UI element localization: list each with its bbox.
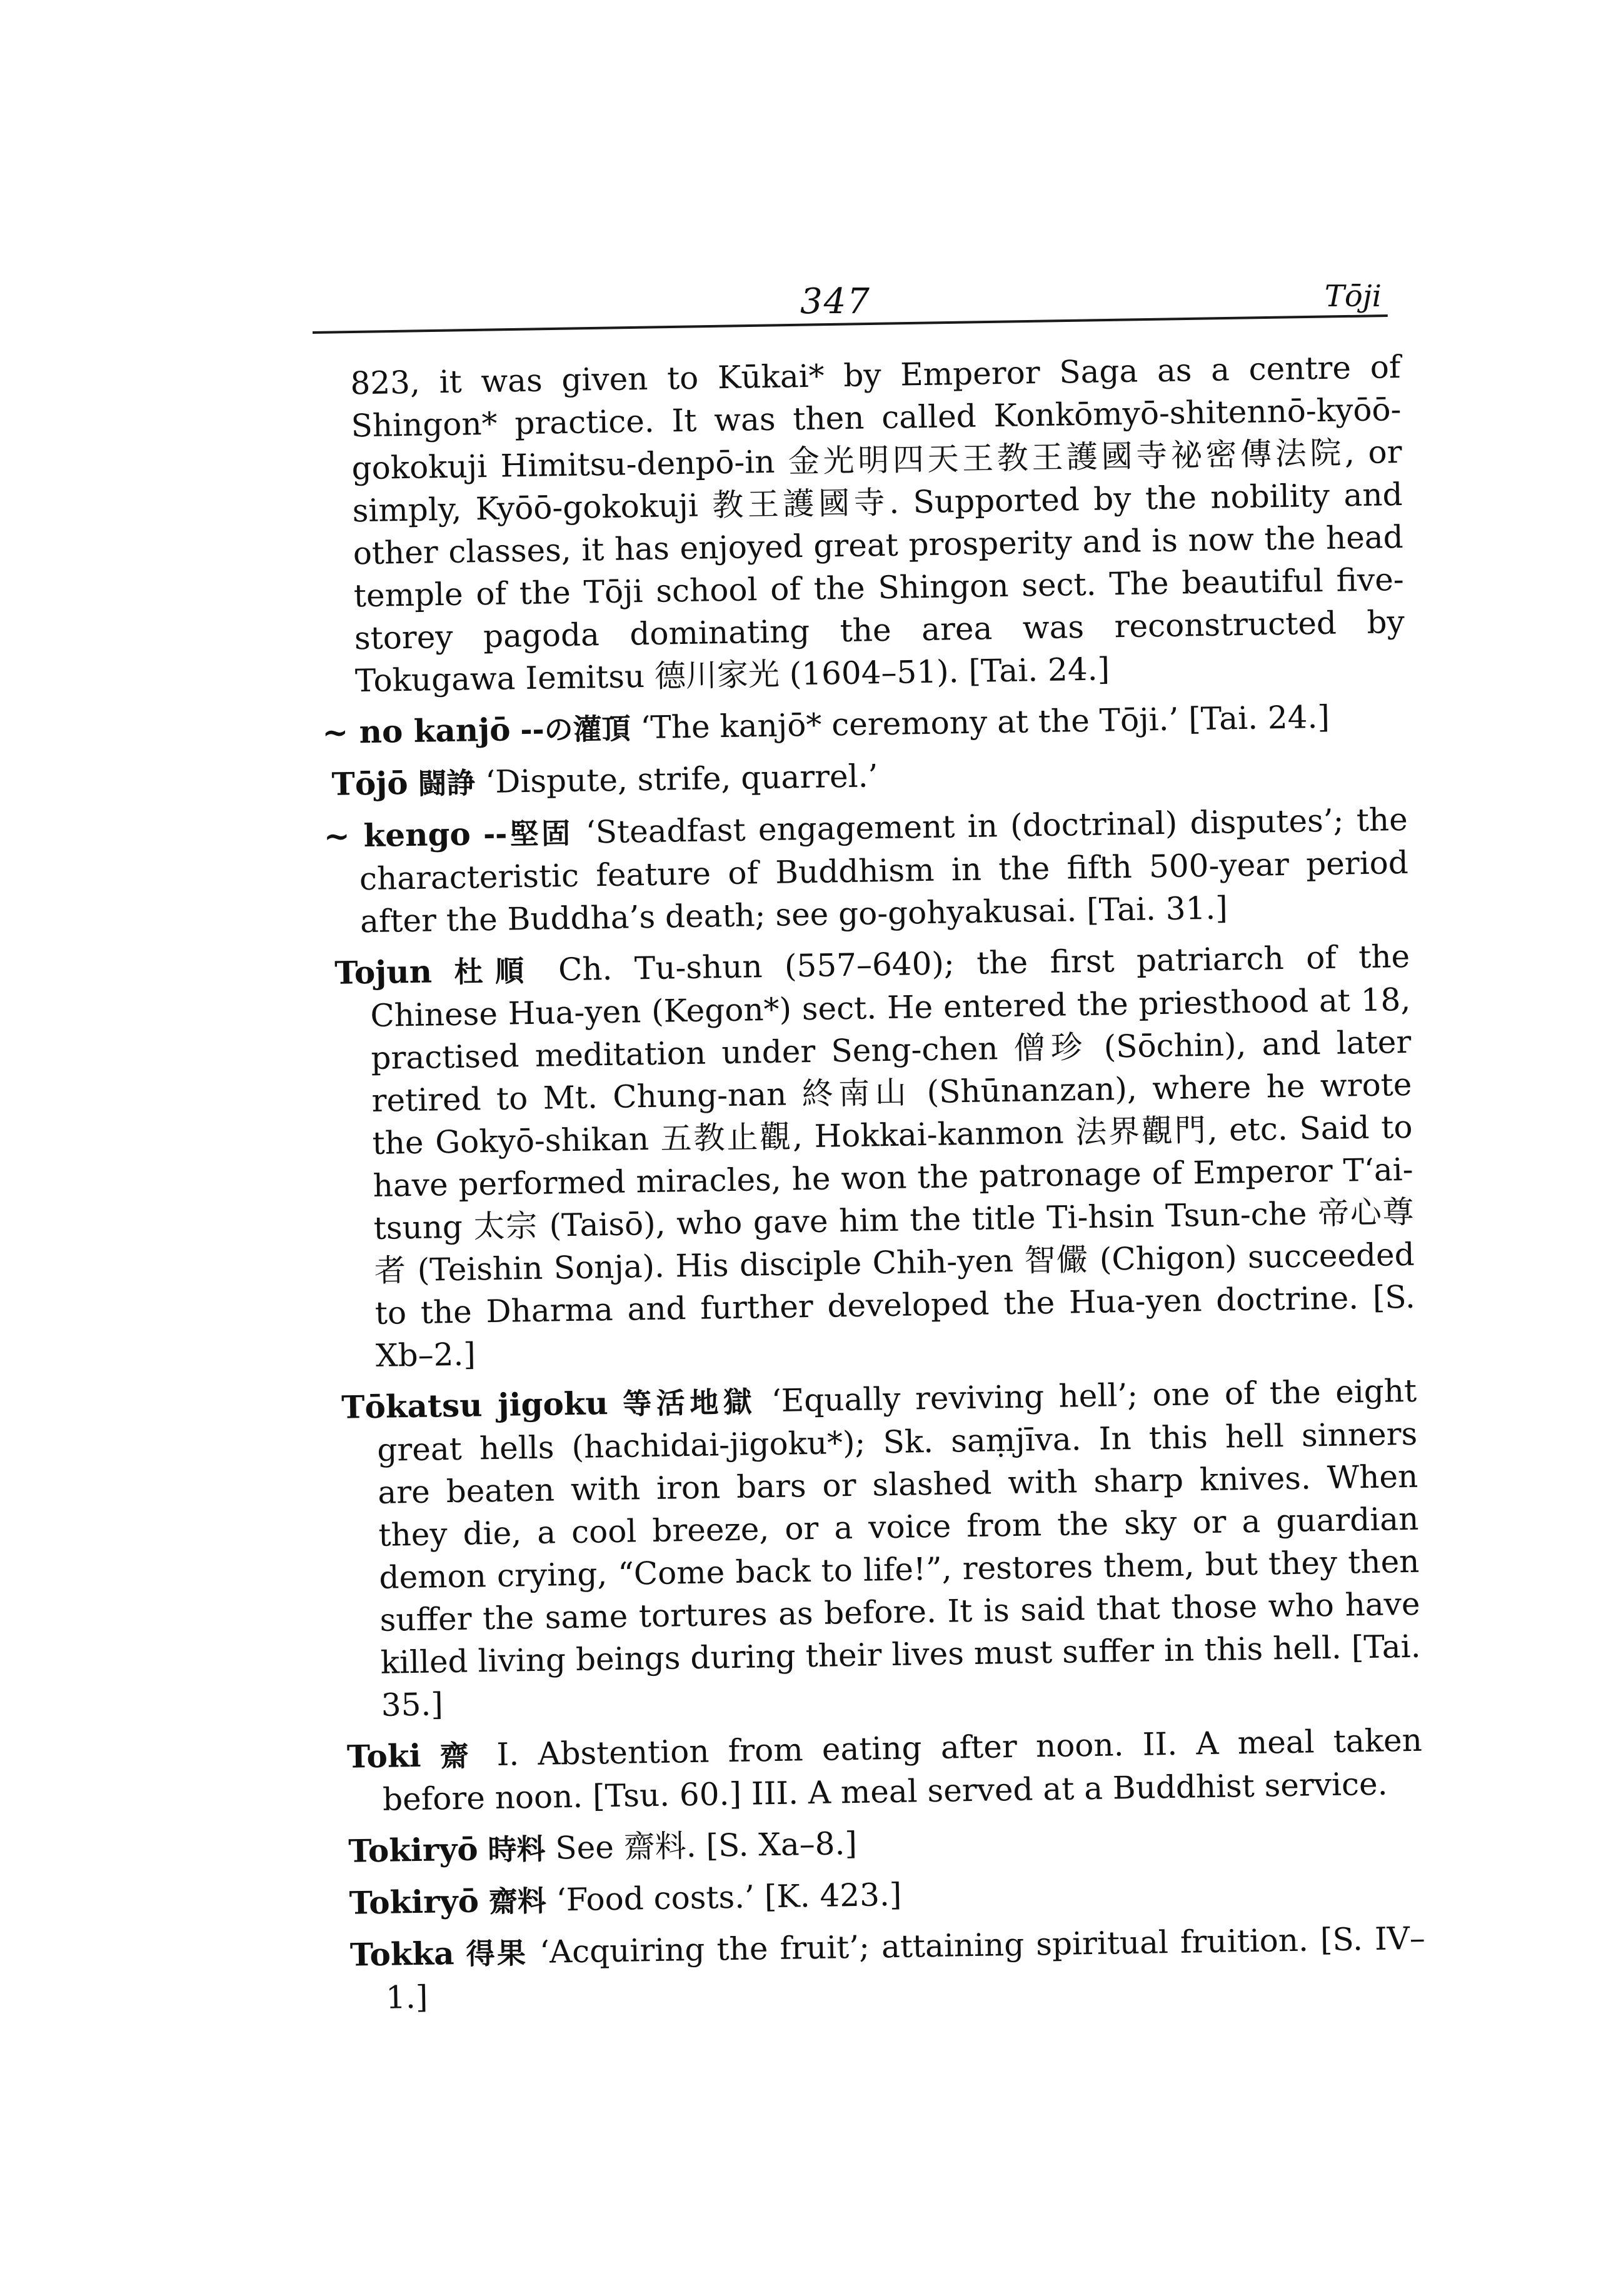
entry-definition: ‘The kanjō* ceremony at the Tōji.’ (640, 701, 1179, 746)
entry-headword: Tōkatsu jigoku (341, 1385, 609, 1426)
page-body (321, 346, 1427, 2028)
entry-definition: ‘Food costs.’ (556, 1878, 755, 1918)
entry-headword: Tojun (334, 953, 433, 991)
entry-definition: I. Abstention from eating after noon. II. A meal taken before noon. [Tsu. 60.] III. A meal served at a Buddhist service. (382, 1722, 1423, 1818)
page-header (313, 269, 1388, 338)
entry-tokiryo-1 (348, 1813, 1424, 1873)
entry-definition: Ch. Tu-shun (557–640); the first patriarch of the Chinese Hua-yen (Kegon*) sect. He entered the priesthood at 18, practised meditation under Seng-chen 僧珍 (Sōchin), and later retired to Mt. Chung-nan 終南山 (Shūnanzan), where he wrote the Gokyō-shikan 五教止觀, Hokkai-kanmon 法界觀門, etc. Said to have performed miracles, he won the patronage of Emperor T‘ai-tsung 太宗 (Taisō), who gave him the title Ti-hsin Tsun-che 帝心尊者 (Teishin Sonja). His disciple Chih-yen 智儼 (Chigon) succeeded to the Dharma and further developed the Hua-yen doctrine. (369, 938, 1415, 1331)
entry-toki (347, 1719, 1423, 1822)
entry-headword: Tōjō (331, 764, 409, 803)
entry-definition: See 齋料. (555, 1827, 697, 1867)
entry-ref: [K. 423.] (764, 1876, 902, 1915)
entry-chinese: --の灌頂 (520, 711, 631, 748)
entry-headword: Tokka (349, 1935, 454, 1973)
entry-headword: ~ no kanjō (321, 711, 511, 751)
entry-chinese: 齋 (439, 1738, 478, 1773)
continued-entry-text: 823, it was given to Kūkai* by Emperor Saga as a centre of Shingon* practice. It was then called Konkōmyō-shitennō-kyōō-gokokuji Himitsu-denpō-in 金光明四天王教王護國寺祕密傳法院, or simply, Kyōō-gokokuji 教王護國寺. Supported by the nobility and other classes, it has enjoyed great prosperity and is now the head temple of the Tōji school of the Shingon sect. The beautiful five-storey pagoda dominating the area was reconstructed by Tokugawa Iemitsu 德川家光 (1604–51). (350, 348, 1405, 699)
entry-chinese: 杜順 (454, 953, 537, 989)
page-number: 347 (800, 281, 871, 322)
entry-tokatsu-jigoku (341, 1370, 1422, 1727)
entry-chinese: 時料 (488, 1832, 546, 1867)
entry-chinese: 闘諍 (418, 766, 476, 801)
entry-ref: [Tai. 35.] (381, 1628, 1421, 1723)
entry-tojun (334, 935, 1416, 1378)
entry-definition: ‘Acquiring the fruit’; attaining spiritual fruition. (539, 1922, 1309, 1970)
entry-definition: ‘Equally reviving hell’; one of the eight great hells (hachidai-jigoku*); Sk. saṃjīva. In this hell sinners are beaten with iron bars or slashed with sharp knives. When they die, a cool breeze, or a voice from the sky or a guardian demon crying, “Come back to life!”, restores them, but they then suffer the same tortures as before. It is said that those who have killed living beings during their lives must suffer in this hell. (376, 1372, 1420, 1681)
entry-kengo (323, 798, 1409, 943)
entry-tojo (331, 746, 1407, 806)
entry-chinese: 齋料 (488, 1883, 547, 1919)
entry-headword: Tokiryō (349, 1882, 479, 1922)
entry-ref: [S. Xb–2.] (375, 1278, 1416, 1374)
entry-headword: ~ kengo (323, 815, 471, 855)
entry-tokka (349, 1917, 1426, 2020)
entry-no-kanjo (322, 694, 1407, 754)
entry-ref: [S. Xa–8.] (706, 1825, 858, 1864)
entry-ref: [Tai. 24.] (1188, 698, 1330, 738)
continued-entry-ref: [Tai. 24.] (968, 651, 1110, 689)
entry-definition: ‘Dispute, strife, quarrel.’ (484, 758, 878, 801)
entry-headword: Toki (346, 1737, 421, 1775)
entry-ref: [Tai. 31.] (1086, 890, 1228, 928)
running-head: Tōji (1324, 279, 1382, 314)
entry-tokiryo-2 (349, 1865, 1425, 1925)
entry-chinese: 得果 (466, 1936, 528, 1971)
entry-chinese: --堅固 (483, 816, 573, 852)
entry-chinese: 等活地獄 (622, 1385, 757, 1421)
entry-headword: Tokiryō (348, 1830, 479, 1870)
continued-entry (325, 346, 1405, 703)
entry-definition: ‘Steadfast engagement in (doctrinal) disputes’; the characteristic feature of Buddhism in the fifth 500-year period after the Buddha’s death; see go-gohyakusai. (359, 801, 1409, 940)
entry-ref: [S. IV–1.] (385, 1920, 1426, 2016)
